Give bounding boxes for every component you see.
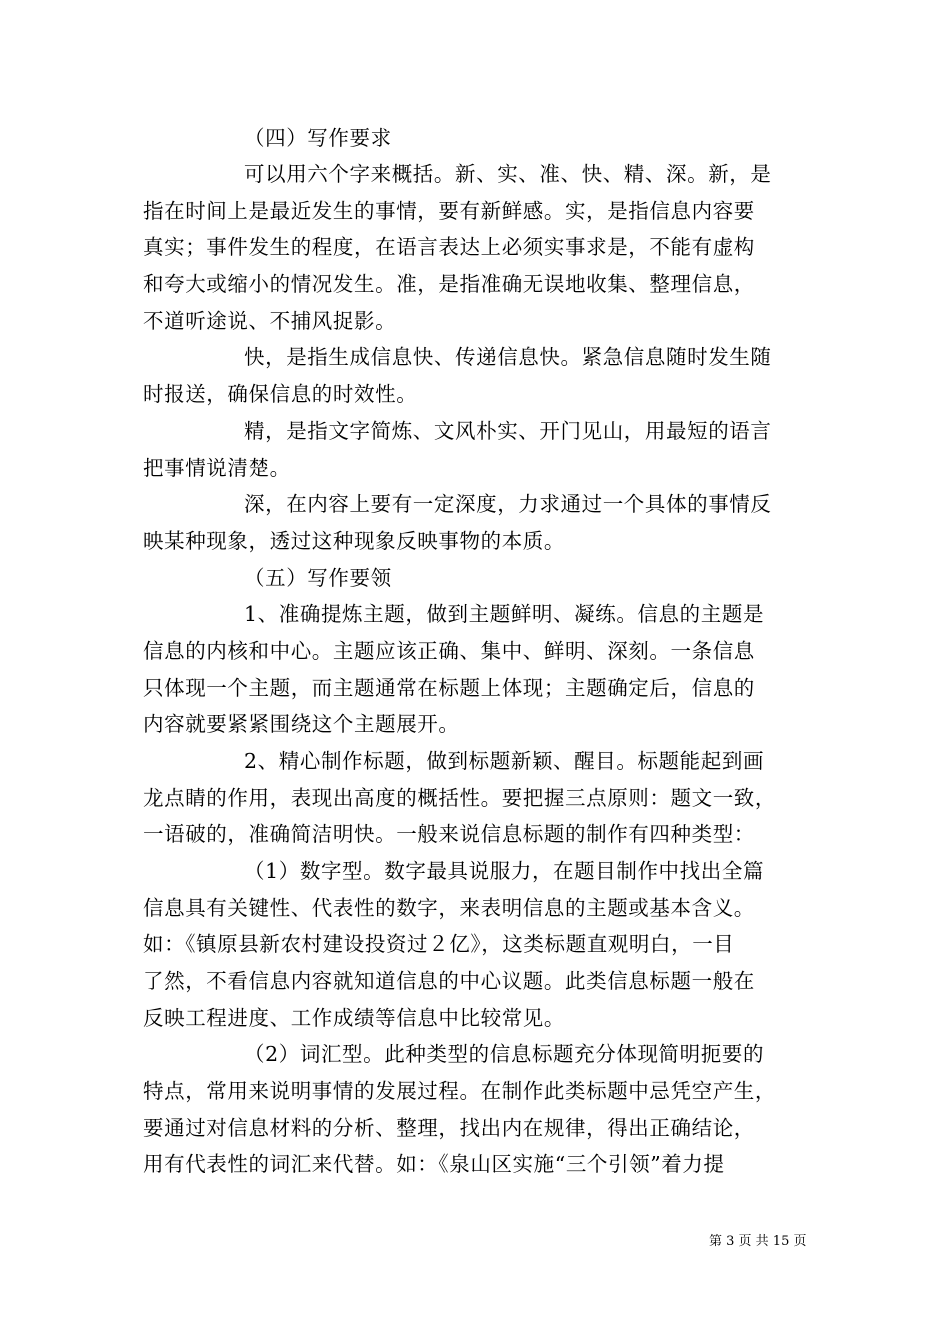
paragraph-line: 用有代表性的词汇来代替。如：《泉山区实施“三个引领”着力提 [143, 1152, 725, 1176]
paragraph-line: 特点，常用来说明事情的发展过程。在制作此类标题中忌凭空产生， [143, 1079, 776, 1103]
paragraph-line: 如：《镇原县新农村建设投资过２亿》，这类标题直观明白，一目 [143, 932, 735, 956]
paragraph-line: 和夸大或缩小的情况发生。准，是指准确无误地收集、整理信息， [143, 272, 755, 296]
paragraph-line: 信息具有关键性、代表性的数字，来表明信息的主题或基本含义。 [143, 896, 755, 920]
paragraph-line: 信息的内核和中心。主题应该正确、集中、鲜明、深刻。一条信息 [143, 639, 755, 663]
section-heading-four: （四）写作要求 [244, 126, 392, 150]
paragraph-line: 指在时间上是最近发生的事情，要有新鲜感。实，是指信息内容要 [143, 199, 755, 223]
paragraph-line: 不道听途说、不捕风捉影。 [143, 309, 397, 333]
paragraph-line: （2）词汇型。此种类型的信息标题充分体现简明扼要的 [244, 1042, 765, 1066]
section-heading-five: （五）写作要领 [244, 566, 392, 590]
paragraph-line: 把事情说清楚。 [143, 456, 291, 480]
paragraph-line: 时报送，确保信息的时效性。 [143, 382, 418, 406]
page-number-footer: 第 3 页 共 15 页 [709, 1234, 807, 1249]
paragraph-line: 快，是指生成信息快、传递信息快。紧急信息随时发生随 [244, 345, 772, 369]
paragraph-line: 了然，不看信息内容就知道信息的中心议题。此类信息标题一般在 [143, 969, 755, 993]
paragraph-line: 精，是指文字简炼、文风朴实、开门见山，用最短的语言 [244, 419, 772, 443]
paragraph-line: 要通过对信息材料的分析、整理，找出内在规律，得出正确结论， [143, 1116, 755, 1140]
paragraph-line: 龙点睛的作用，表现出高度的概括性。要把握三点原则：题文一致， [143, 786, 776, 810]
paragraph-line: （1）数字型。数字最具说服力，在题目制作中找出全篇 [244, 859, 765, 883]
paragraph-line: 1、准确提炼主题，做到主题鲜明、凝练。信息的主题是 [244, 602, 765, 626]
paragraph-line: 只体现一个主题，而主题通常在标题上体现；主题确定后，信息的 [143, 676, 755, 700]
paragraph-line: 内容就要紧紧围绕这个主题展开。 [143, 712, 460, 736]
paragraph-line: 反映工程进度、工作成绩等信息中比较常见。 [143, 1006, 565, 1030]
paragraph-line: 2、精心制作标题，做到标题新颖、醒目。标题能起到画 [244, 749, 765, 773]
paragraph-line: 真实；事件发生的程度，在语言表达上必须实事求是，不能有虚构 [143, 235, 755, 259]
paragraph-line: 深，在内容上要有一定深度，力求通过一个具体的事情反 [244, 492, 772, 516]
paragraph-line: 映某种现象，透过这种现象反映事物的本质。 [143, 529, 565, 553]
paragraph-line: 可以用六个字来概括。新、实、准、快、精、深。新，是 [244, 162, 772, 186]
paragraph-line: 一语破的，准确简洁明快。一般来说信息标题的制作有四种类型： [143, 822, 755, 846]
